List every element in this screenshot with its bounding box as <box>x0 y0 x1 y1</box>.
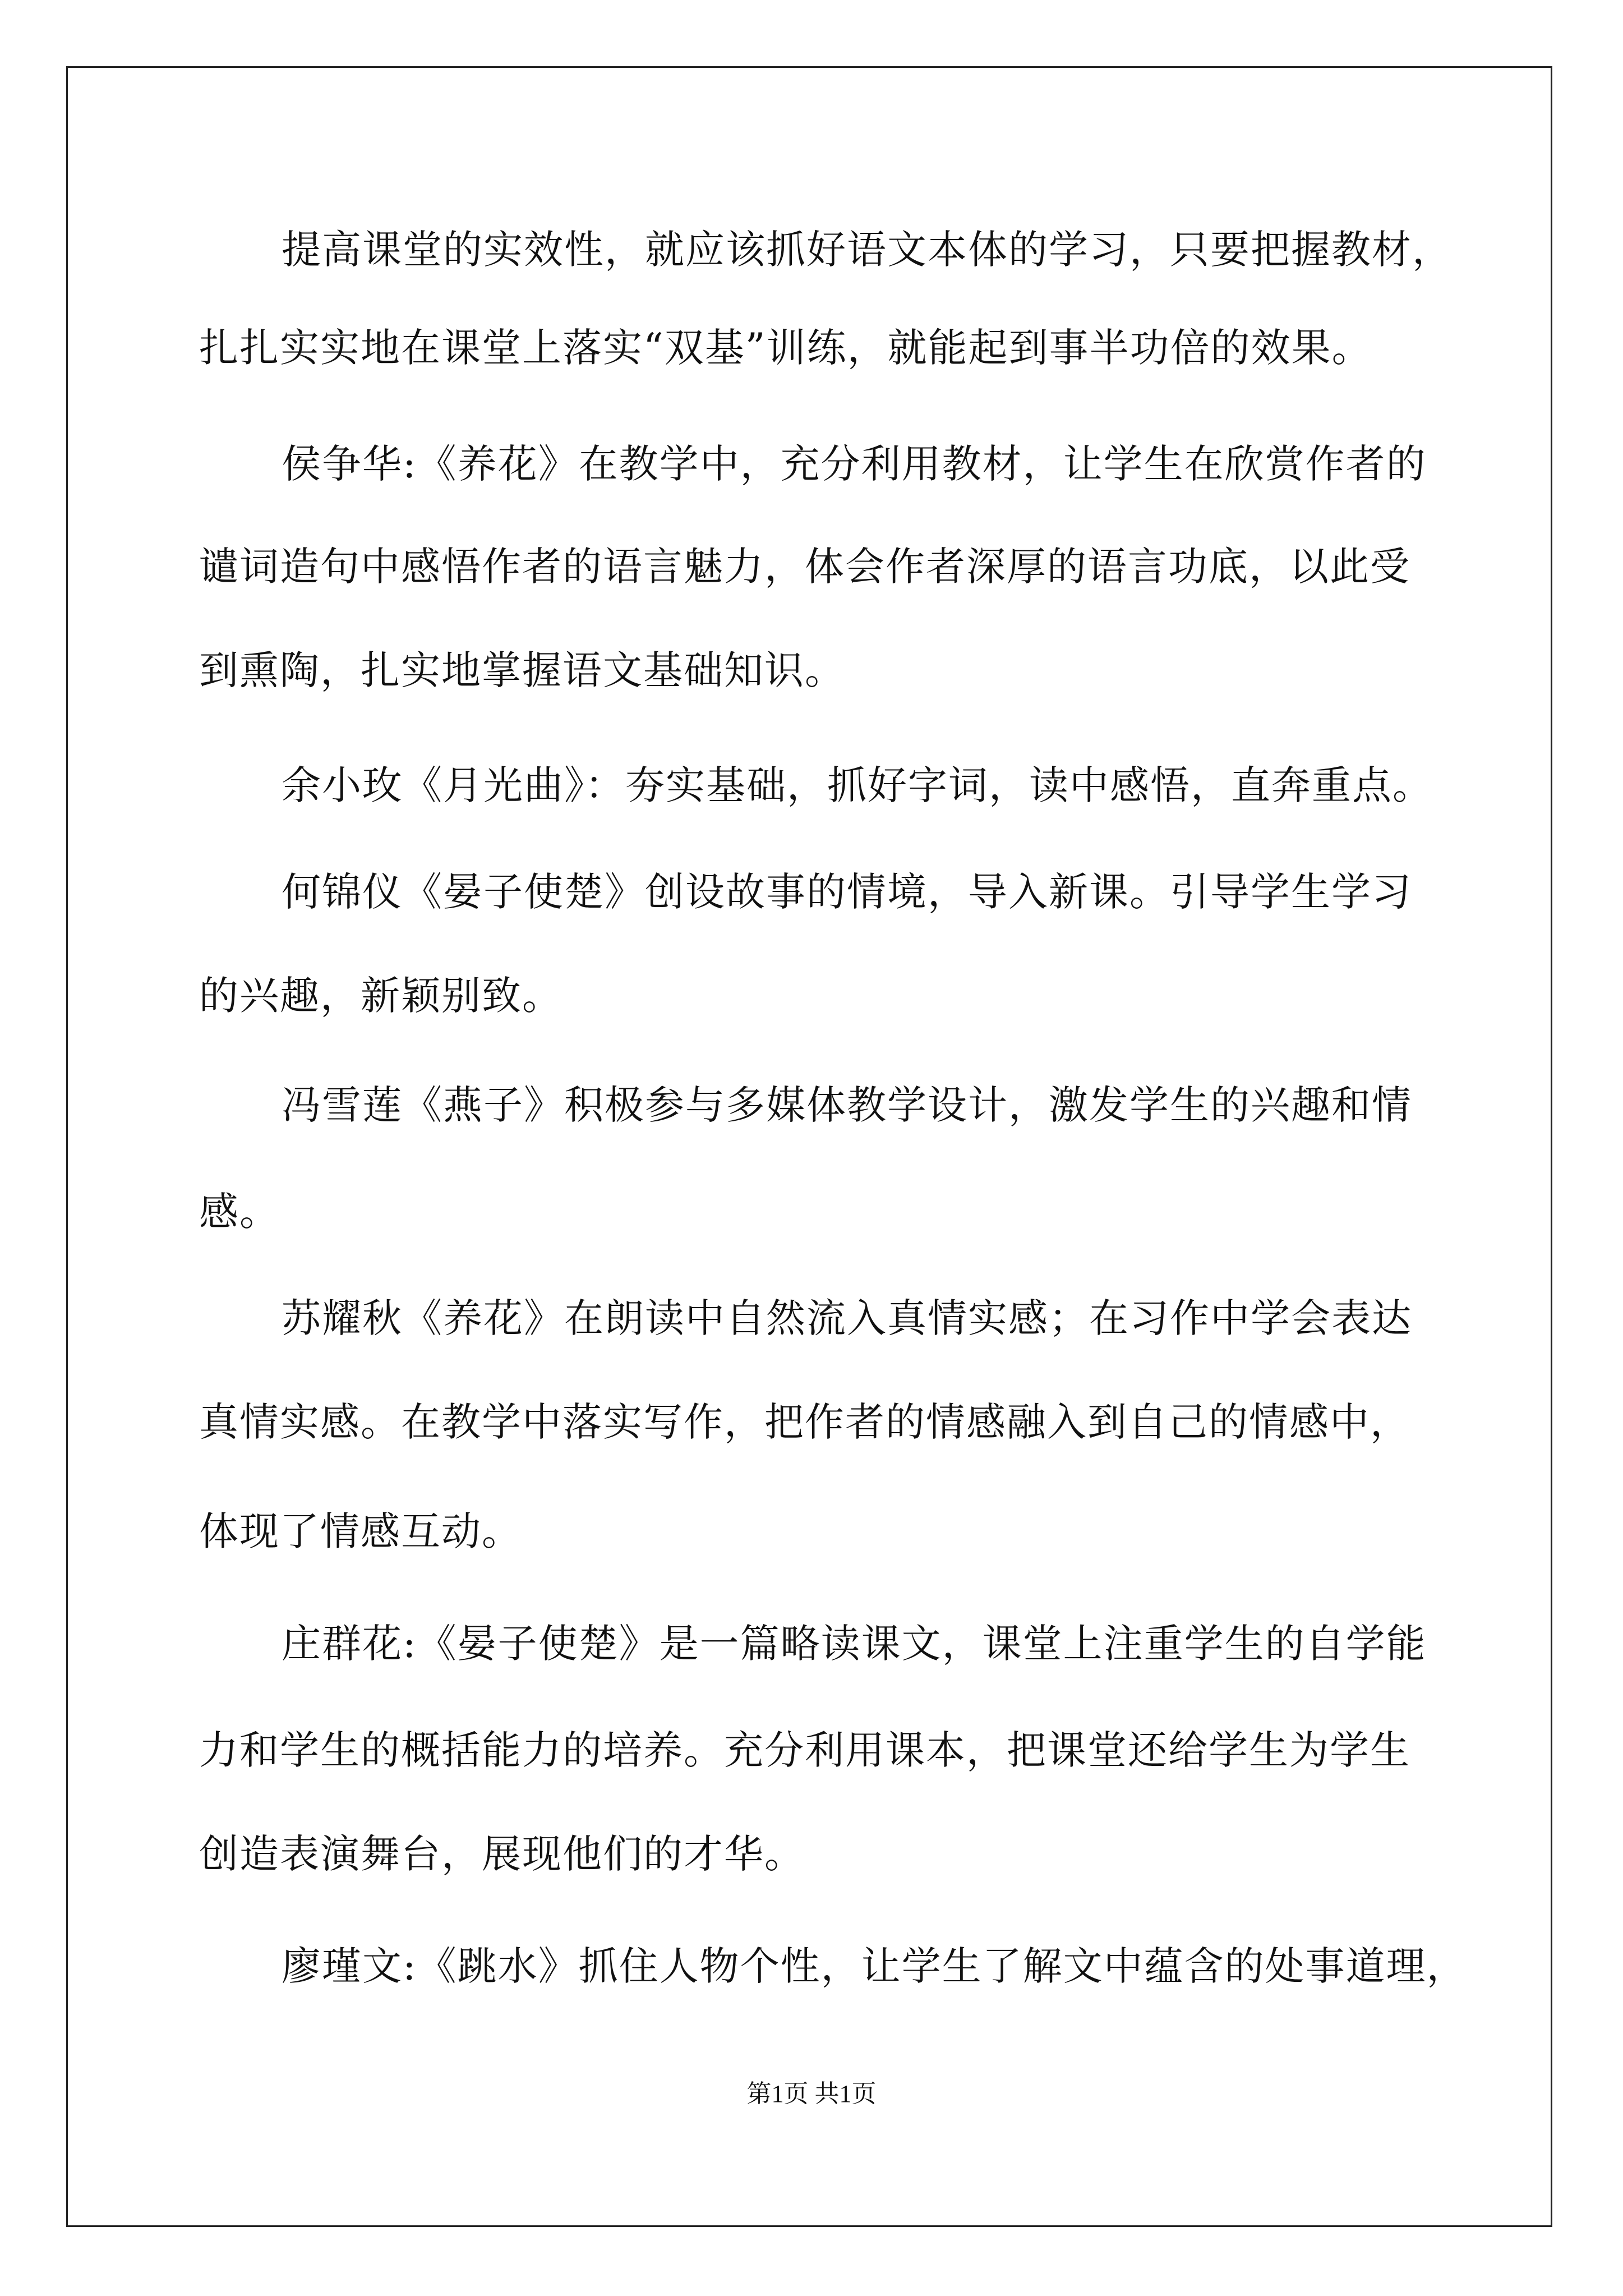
paragraph-3-line-1: 余小玫《月光曲》：夯实基础，抓好字词，读中感悟，直奔重点。 <box>282 762 1433 808</box>
paragraph-6-line-1: 苏耀秋《养花》在朗读中自然流入真情实感；在习作中学会表达 <box>282 1295 1412 1341</box>
paragraph-4-line-1: 何锦仪《晏子使楚》创设故事的情境，导入新课。引导学生学习 <box>282 869 1412 915</box>
paragraph-6-line-3: 体现了情感互动。 <box>199 1508 522 1554</box>
paragraph-7-line-1: 庄群花:《晏子使楚》是一篇略读课文，课堂上注重学生的自学能 <box>282 1621 1427 1667</box>
paragraph-8-line-1: 廖瑾文:《跳水》抓住人物个性，让学生了解文中蕴含的处事道理， <box>282 1943 1467 1989</box>
paragraph-7-line-2: 力和学生的概括能力的培养。充分利用课本，把课堂还给学生为学生 <box>199 1727 1410 1773</box>
paragraph-2-line-3: 到熏陶，扎实地掌握语文基础知识。 <box>199 647 845 693</box>
paragraph-7-line-3: 创造表演舞台，展现他们的才华。 <box>199 1831 805 1877</box>
paragraph-1-line-1: 提高课堂的实效性，就应该抓好语文本体的学习，只要把握教材， <box>282 227 1453 273</box>
paragraph-2-line-2: 谴词造句中感悟作者的语言魅力，体会作者深厚的语言功底，以此受 <box>199 544 1410 590</box>
paragraph-2-line-1: 侯争华:《养花》在教学中，充分利用教材，让学生在欣赏作者的 <box>282 441 1427 487</box>
page-number-label: 第1页 共1页 <box>746 2080 877 2108</box>
paragraph-1-line-2: 扎扎实实地在课堂上落实“双基”训练，就能起到事半功倍的效果。 <box>199 325 1372 371</box>
page-border <box>66 66 1552 2227</box>
paragraph-5-line-2: 感。 <box>199 1189 280 1235</box>
paragraph-4-line-2: 的兴趣，新颖别致。 <box>199 973 562 1019</box>
paragraph-6-line-2: 真情实感。在教学中落实写作，把作者的情感融入到自己的情感中， <box>199 1399 1410 1445</box>
paragraph-5-line-1: 冯雪莲《燕子》积极参与多媒体教学设计，激发学生的兴趣和情 <box>282 1082 1412 1128</box>
page-footer <box>0 2077 1623 2111</box>
